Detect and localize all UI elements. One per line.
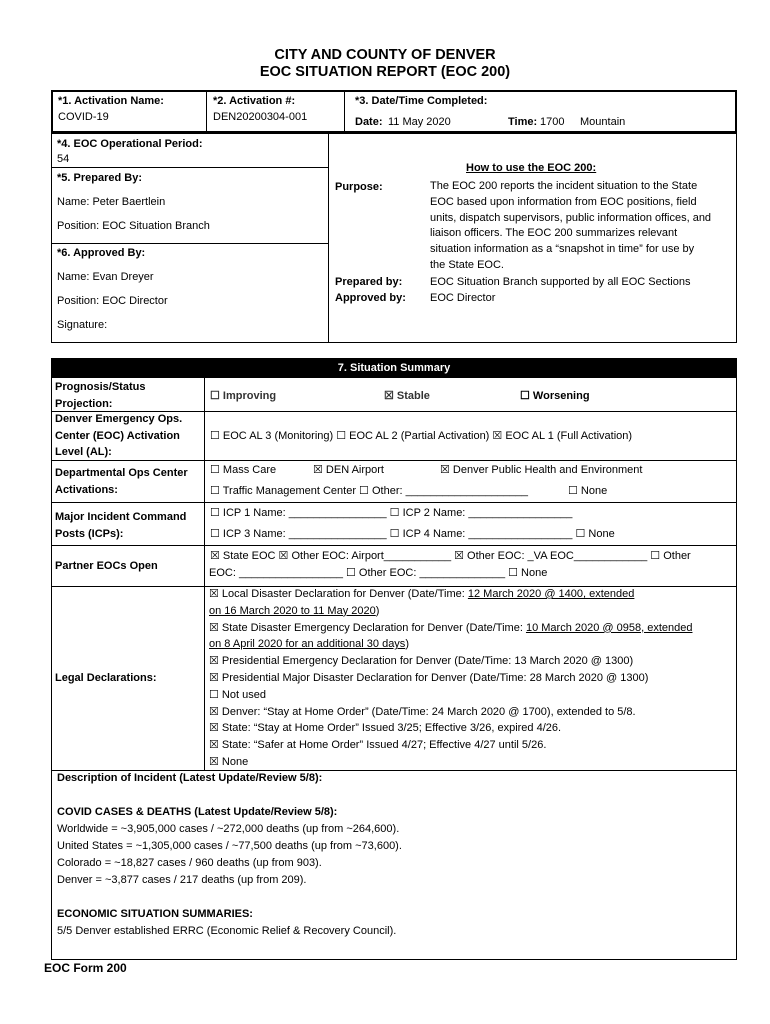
departmental-ops-label: Departmental Ops Center Activations: — [55, 467, 188, 496]
description-heading: Description of Incident (Latest Update/Review 5/8): — [57, 772, 323, 784]
purpose-text: The EOC 200 reports the incident situation to the State EOC based upon information from EOC positions, field units, dispatch supervisors, public information offices, and liaison officers. The EOC 200 summarizes relevant situation information as a “snapshot in time” for use by the State EOC. — [430, 180, 712, 271]
activation-name-field[interactable]: COVID-19 — [58, 111, 109, 123]
icp-label: Major Incident Command Posts (ICPs): — [55, 511, 187, 540]
date-label: Date: — [355, 116, 383, 128]
covid-line: Worldwide = ~3,905,000 cases / ~272,000 deaths (up from ~264,600). — [57, 823, 400, 835]
legal-item[interactable]: ☒ Presidential Emergency Declaration for Denver (Date/Time: 13 March 2020 @ 1300) — [209, 655, 634, 668]
public-health-checkbox[interactable]: ☒ Denver Public Health and Environment — [440, 464, 643, 476]
legal-declarations-label: Legal Declarations: — [55, 672, 157, 684]
situation-summary-heading: 7. Situation Summary — [51, 358, 737, 378]
den-airport-checkbox[interactable]: ☒ DEN Airport — [313, 464, 384, 476]
covid-line: United States = ~1,305,000 cases / ~77,500 deaths (up from ~73,600). — [57, 840, 402, 852]
legal-item[interactable]: ☐ Not used — [209, 688, 266, 701]
economic-line: 5/5 Denver established ERRC (Economic Relief & Recovery Council). — [57, 925, 397, 937]
date-field[interactable]: 11 May 2020 — [388, 116, 451, 128]
approved-position-field[interactable]: Position: EOC Director — [57, 295, 168, 307]
howto-approved-label: Approved by: — [335, 292, 406, 304]
timezone-text: Mountain — [580, 116, 626, 128]
legal-item[interactable]: ☒ Presidential Major Disaster Declaration for Denver (Date/Time: 28 March 2020 @ 1300) — [209, 671, 649, 684]
legal-declarations-list: ☒ Local Disaster Declaration for Denver (Date/Time: 12 March 2020 @ 1400, extended on 16 March 2020 to 11 May 2020) ☒ State Disaster Emergency Declaration for Denver (Date/Time: 10 March 2020 @ 0958, extended on 8 April 2020 for an additional 30 days) ☒ Presidential Emergency Declaration for Denver (Date/Time: 13 March 2020 @ 1300) ☒ Presidential Major Disaster Declaration for Denver (Date/Time: 28 March 2020 @ 1300) ☐ Not used ☒ Denver: “Stay at Home Order” (Date/Time: 24 March 2020 @ 1700), extended to 5/8. ☒ State: “Stay at Home Order” Issued 3/25; Effective 3/26, expired 4/26. ☒ State: “Safer at Home Order” Issued 4/27; Effective 4/27 until 5/26. ☒ None — [209, 586, 734, 771]
datetime-label: *3. Date/Time Completed: — [355, 95, 488, 107]
prognosis-stable-checkbox[interactable]: ☒ Stable — [384, 390, 430, 402]
form-title-line1: CITY AND COUNTY OF DENVER — [274, 47, 496, 63]
time-field[interactable]: 1700 — [540, 116, 565, 128]
covid-line: Colorado = ~18,827 cases / 960 deaths (up from 903). — [57, 857, 322, 869]
partner-eocs-label: Partner EOCs Open — [55, 560, 158, 572]
approved-by-label: *6. Approved By: — [57, 247, 146, 259]
partner-eocs-row-1[interactable]: ☒ State EOC ☒ Other EOC: Airport___________ ☒ Other EOC: _VA EOC____________ ☐ Other — [210, 550, 691, 562]
howto-approved-text: EOC Director — [430, 292, 496, 304]
operational-period-label: *4. EOC Operational Period: — [57, 138, 203, 150]
activation-number-field[interactable]: DEN20200304-001 — [213, 111, 308, 123]
economic-heading: ECONOMIC SITUATION SUMMARIES: — [57, 908, 253, 920]
covid-heading: COVID CASES & DEATHS (Latest Update/Review 5/8): — [57, 806, 338, 818]
prognosis-label: Prognosis/Status Projection: — [55, 381, 146, 410]
prepared-name-field[interactable]: Name: Peter Baertlein — [57, 196, 166, 208]
prepared-by-label: *5. Prepared By: — [57, 172, 142, 184]
howto-prepared-text: EOC Situation Branch supported by all EOC Sections — [430, 276, 691, 288]
activation-number-label: *2. Activation #: — [213, 95, 296, 107]
legal-item[interactable]: ☒ Denver: “Stay at Home Order” (Date/Time: 24 March 2020 @ 1700), extended to 5/8. — [209, 705, 636, 718]
legal-item[interactable]: ☒ State: “Stay at Home Order” Issued 3/25; Effective 3/26, expired 4/26. — [209, 722, 562, 735]
prepared-position-field[interactable]: Position: EOC Situation Branch — [57, 220, 210, 232]
howto-title: How to use the EOC 200: — [466, 162, 597, 174]
legal-item[interactable]: ☒ State: “Safer at Home Order” Issued 4/27; Effective 4/27 until 5/26. — [209, 739, 547, 752]
mass-care-checkbox[interactable]: ☐ Mass Care — [210, 464, 277, 476]
dept-none-checkbox[interactable]: ☐ None — [568, 485, 608, 497]
traffic-management-checkbox[interactable]: ☐ Traffic Management Center ☐ Other: ____________________ — [210, 485, 528, 497]
incident-description — [57, 770, 402, 940]
howto-prepared-label: Prepared by: — [335, 276, 403, 288]
eoc-activation-level-label: Denver Emergency Ops. Center (EOC) Activation Level (AL): — [55, 413, 183, 458]
time-label: Time: — [508, 116, 538, 128]
signature-field[interactable]: Signature: — [57, 319, 108, 331]
partner-eocs-row-2[interactable]: EOC: _________________ ☐ Other EOC: ______________ ☐ None — [209, 567, 548, 579]
icp-row-2[interactable]: ☐ ICP 3 Name: ________________ ☐ ICP 4 Name: _________________ ☐ None — [210, 528, 615, 540]
legal-item[interactable]: ☒ None — [209, 755, 249, 768]
prognosis-worsening-checkbox[interactable]: ☐ Worsening — [520, 390, 590, 402]
operational-period-field[interactable]: 54 — [57, 153, 70, 165]
eoc-activation-level-options[interactable]: ☐ EOC AL 3 (Monitoring) ☐ EOC AL 2 (Partial Activation) ☒ EOC AL 1 (Full Activation) — [210, 430, 633, 442]
covid-line: Denver = ~3,877 cases / 217 deaths (up from 209). — [57, 874, 307, 886]
approved-name-field[interactable]: Name: Evan Dreyer — [57, 271, 154, 283]
prognosis-improving-checkbox[interactable]: ☐ Improving — [210, 390, 277, 402]
purpose-label: Purpose: — [335, 181, 383, 193]
activation-name-label: *1. Activation Name: — [58, 95, 164, 107]
form-title-line2: EOC SITUATION REPORT (EOC 200) — [259, 64, 511, 80]
form-footer: EOC Form 200 — [44, 961, 127, 975]
icp-row-1[interactable]: ☐ ICP 1 Name: ________________ ☐ ICP 2 Name: _________________ — [210, 507, 573, 519]
